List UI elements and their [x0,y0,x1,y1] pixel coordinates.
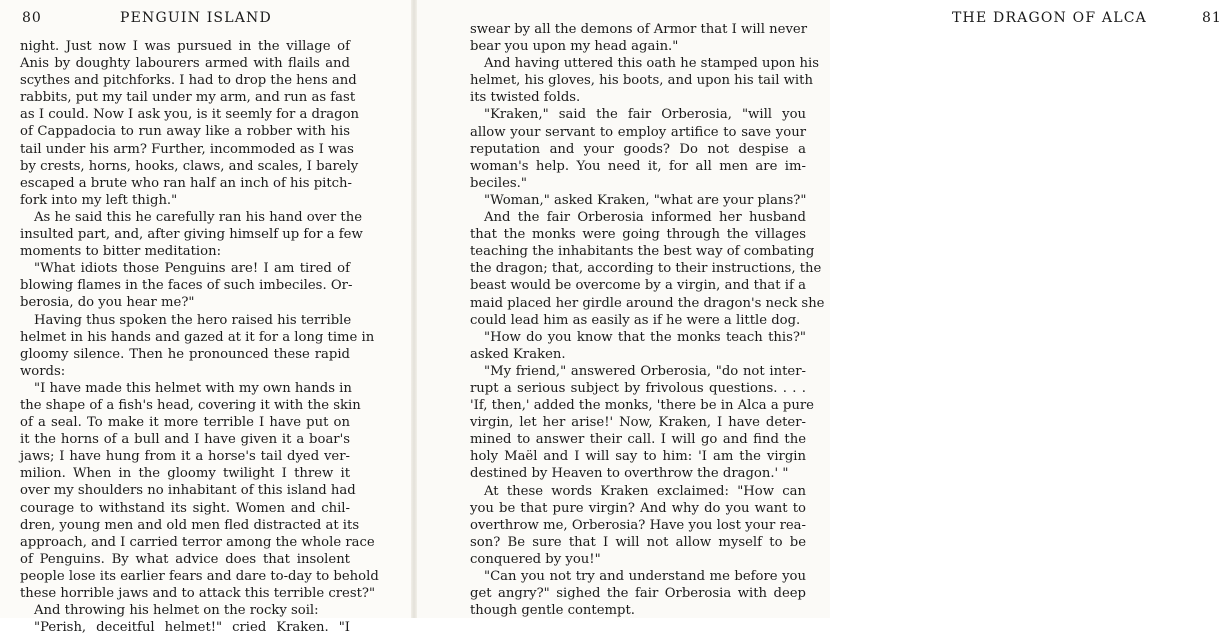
text-line: tail under his arm? Further, incommoded as I was [20,141,354,157]
text-line: of Penguins. By what advice does that insolent [20,551,350,567]
text-line: these horrible jaws and to attack this terrible crest?" [20,586,376,601]
text-line: rupt a serious subject by frivolous questions. . . . [470,380,806,396]
text-line: maid placed her girdle around the dragon's neck she [470,295,825,311]
text-line: gloomy silence. Then he pronounced these rapid [20,346,350,362]
book-gutter [411,0,417,618]
left-running-title: PENGUIN ISLAND [120,10,272,26]
text-line: insulted part, and, after giving himself up for a few [20,227,363,243]
text-line: that the monks were going through the villages [470,227,806,243]
text-line: "Perish, deceitful helmet!" cried Kraken. "I [34,620,350,636]
text-line: mined to answer their call. I will go and find the [470,432,806,448]
text-line: As he said this he carefully ran his hand over the [34,209,363,225]
text-line: holy Maël and I will say to him: 'I am the virgin [470,449,806,465]
text-line: "Woman," asked Kraken, "what are your plans?" [484,192,807,208]
text-line: allow your servant to employ artifice to save your [470,124,806,140]
right-page-header [952,8,1222,28]
text-line: reputation and your goods? Do not despise a [470,141,806,157]
text-line: the dragon; that, according to their instructions, the [470,261,822,277]
text-line: the shape of a fish's head, covering it with the skin [20,397,361,413]
text-line: could lead him as easily as if he were a little dog. [470,312,801,328]
right-page-number: 81 [1202,10,1222,26]
text-line: And the fair Orberosia informed her husband [484,210,806,226]
text-line: fork into my left thigh." [20,192,178,208]
text-line: "I have made this helmet with my own hands in [34,380,352,396]
text-line: And throwing his helmet on the rocky soil: [34,603,319,619]
left-page-body [20,38,379,636]
text-line: conquered by you!" [470,551,601,567]
text-line: woman's help. You need it, for all men are im- [470,158,806,174]
text-line: rabbits, put my tail under my arm, and run as fast [20,90,356,106]
text-line: teaching the inhabitants the best way of combating [470,244,815,260]
text-line: dren, young men and old men fled distracted at its [20,517,360,533]
left-page-header [22,8,352,28]
text-line: words: [20,363,66,379]
text-line: it the horns of a bull and I have given it a boar's [20,432,350,448]
text-line: swear by all the demons of Armor that I will never [470,22,808,37]
text-line: night. Just now I was pursued in the village of [20,39,350,54]
text-line: though gentle contempt. [470,603,635,619]
text-line: bear you upon my head again." [470,39,679,55]
text-line: 'If, then,' added the monks, 'there be in Alca a pure [470,398,814,414]
text-line: helmet in his hands and gazed at it for a long time in [20,329,375,345]
text-line: milion. When in the gloomy twilight I threw it [20,466,350,482]
text-line: "Kraken," said the fair Orberosia, "will you [484,107,806,123]
text-line: people lose its earlier fears and dare to-day to behold [20,568,379,584]
text-line: "How do you know that the monks teach this?" [484,329,806,345]
text-line: Anis by doughty labourers armed with flails and [20,56,350,72]
text-line: approach, and I carried terror among the whole race [20,534,375,550]
text-line: "Can you not try and understand me before you [484,569,806,584]
text-line: "My friend," answered Orberosia, "do not inter- [484,363,806,379]
text-line: of a seal. To make it more terrible I have put on [20,415,350,431]
left-page [0,0,414,636]
text-line: virgin, let her arise!' Now, Kraken, I have deter- [470,415,806,431]
text-line: asked Kraken. [470,346,566,362]
text-line: At these words Kraken exclaimed: "How can [484,483,806,499]
text-line: by crests, horns, hooks, claws, and scales, I barely [20,158,359,174]
text-line: Having thus spoken the hero raised his terrible [34,312,352,328]
text-line: beciles." [470,175,527,191]
text-line: "What idiots those Penguins are! I am tired of [34,261,350,277]
text-line: blowing flames in the faces of such imbeciles. Or- [20,278,353,294]
text-line: moments to bitter meditation: [20,244,222,260]
text-line: overthrow me, Orberosia? Have you lost your rea- [470,517,806,533]
text-line: of Cappadocia to run away like a robber with his [20,124,350,140]
text-line: you be that pure virgin? And why do you want to [470,500,806,516]
right-page-body [470,21,825,619]
text-line: helmet, his gloves, his boots, and upon his tail with [470,73,813,89]
right-running-title: THE DRAGON OF ALCA [952,10,1147,26]
text-line: destined by Heaven to overthrow the dragon.' " [470,466,789,482]
text-line: jaws; I have hung from it a horse's tail dyed ver- [20,449,350,465]
left-page-number: 80 [22,10,42,26]
text-line: beast would be overcome by a virgin, and that if a [470,278,806,294]
text-line: berosia, do you hear me?" [20,295,195,311]
text-line: son? Be sure that I will not allow myself to be [470,534,806,550]
text-line: courage to withstand its sight. Women and chil- [20,500,350,516]
text-line: its twisted folds. [470,90,581,106]
text-line: over my shoulders no inhabitant of this island had [20,483,356,499]
text-line: And having uttered this oath he stamped upon his [484,56,820,72]
text-line: escaped a brute who ran half an inch of his pitch- [20,175,353,191]
text-line: get angry?" sighed the fair Orberosia with deep [470,586,806,602]
text-line: scythes and pitchforks. I had to drop the hens and [20,73,357,89]
text-line: as I could. Now I ask you, is it seemly for a dragon [20,107,360,123]
